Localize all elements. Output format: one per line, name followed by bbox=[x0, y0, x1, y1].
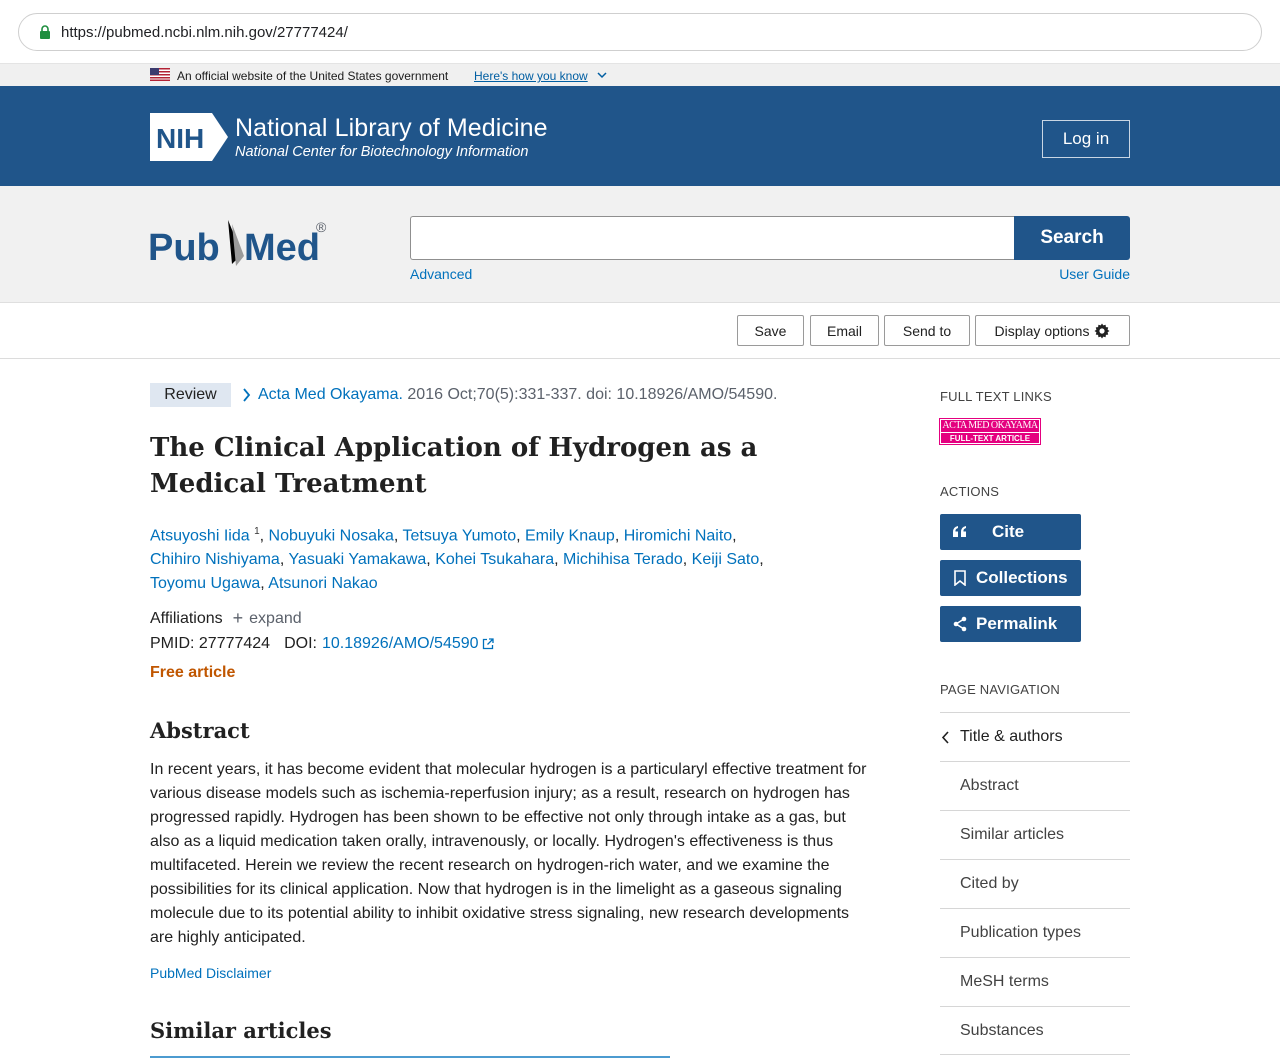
collections-label: Collections bbox=[976, 568, 1068, 587]
gear-icon bbox=[1094, 323, 1110, 339]
full-text-links-heading: FULL TEXT LINKS bbox=[940, 389, 1052, 404]
nav-item-label: Publication types bbox=[960, 924, 1081, 941]
expand-affiliations-button[interactable]: expand bbox=[249, 609, 302, 627]
cite-label: Cite bbox=[992, 522, 1025, 541]
nav-item-label: Abstract bbox=[960, 777, 1019, 794]
search-input[interactable] bbox=[410, 216, 1015, 260]
free-article-badge: Free article bbox=[150, 664, 236, 681]
bookmark-icon bbox=[952, 570, 968, 586]
page-navigation-heading: PAGE NAVIGATION bbox=[940, 682, 1061, 697]
search-button[interactable]: Search bbox=[1014, 216, 1130, 260]
badge-journal-name: ACTA MED OKAYAMA bbox=[942, 420, 1038, 431]
chevron-down-icon[interactable] bbox=[597, 70, 607, 80]
nlm-subtitle: National Center for Biotechnology Information bbox=[235, 144, 529, 160]
search-band bbox=[0, 186, 1280, 303]
journal-citation bbox=[258, 386, 777, 404]
badge-full-text-label: FULL-TEXT ARTICLE bbox=[949, 434, 1031, 443]
page-navigation-list bbox=[940, 712, 1130, 1055]
advanced-search-link[interactable]: Advanced bbox=[410, 266, 473, 282]
author-link[interactable]: Yasuaki Yamakawa bbox=[288, 551, 427, 569]
authors-list: Atsuyoshi Iida $^1$, Nobuyuki Nosaka, Tetsuya Yumoto, Emily Knaup, Hiromichi Naito, Chihiro Nishiyama, Yasuaki Yamakawa, Kohei Tsukahara, Michihisa Terado, Keiji Sato, Toyomu Ugawa, Atsunori Nakao bbox=[150, 526, 764, 593]
save-button[interactable]: Save bbox=[737, 315, 804, 346]
url-text[interactable]: https://pubmed.ncbi.nlm.nih.gov/27777424/ bbox=[61, 24, 348, 41]
browser-bar bbox=[0, 0, 1280, 63]
user-guide-link[interactable]: User Guide bbox=[1059, 266, 1130, 282]
affiliations-label: Affiliations bbox=[150, 609, 223, 627]
svg-text:®: ® bbox=[316, 219, 327, 235]
login-button[interactable]: Log in bbox=[1042, 120, 1130, 158]
identifiers-row bbox=[150, 635, 494, 653]
nav-item-label: Title & authors bbox=[960, 728, 1063, 745]
chevron-left-icon bbox=[941, 731, 950, 744]
nlm-header bbox=[0, 86, 1280, 186]
nav-item-label: MeSH terms bbox=[960, 973, 1049, 990]
doi-label: DOI: bbox=[284, 635, 317, 652]
permalink-label: Permalink bbox=[976, 614, 1058, 633]
author-link[interactable]: Hiromichi Naito bbox=[623, 527, 733, 545]
author-link[interactable]: Tetsuya Yumoto bbox=[402, 527, 517, 545]
permalink-button[interactable] bbox=[940, 606, 1081, 642]
author-link[interactable]: Kohei Tsukahara bbox=[435, 551, 555, 569]
display-options-label: Display options bbox=[994, 322, 1090, 339]
nav-item-title-authors[interactable] bbox=[940, 712, 1130, 761]
nav-item-abstract[interactable] bbox=[940, 761, 1130, 810]
similar-article-link-cropped[interactable] bbox=[150, 1056, 670, 1064]
doi-link[interactable]: 10.18926/AMO/54590 bbox=[321, 635, 479, 652]
lock-icon bbox=[39, 25, 51, 39]
nav-item-label: Substances bbox=[960, 1021, 1044, 1039]
abstract-text: In recent years, it has become evident that molecular hydrogen is a particularyl effective treatment for various disease models such as ischemia-reperfusion injury; as a result, research on hydrogen has progressed rapidly. Hydrogen has been shown to be effective not only through intake as a gas, but also as a liquid medication taken orally, intravenously, or locally. Hydrogen's effectiveness is thus multifaceted. Herein we review the recent research on hydrogen-rich water, and we examine the possibilities for its clinical application. Now that hydrogen is in the limelight as a gaseous signaling molecule due to its potential ability to inhibit oxidative stress signaling, new research developments are highly anticipated. bbox=[150, 761, 867, 946]
nih-logo-icon[interactable] bbox=[150, 113, 228, 161]
similar-articles-heading: Similar articles bbox=[150, 1018, 332, 1043]
email-button[interactable]: Email bbox=[810, 315, 879, 346]
quote-icon bbox=[952, 524, 968, 540]
author-link[interactable]: Keiji Sato bbox=[691, 551, 760, 569]
actions-heading: ACTIONS bbox=[940, 484, 1000, 499]
address-bar[interactable] bbox=[18, 13, 1262, 51]
author-link[interactable]: Emily Knaup bbox=[524, 527, 615, 545]
article-toolbar bbox=[0, 303, 1280, 359]
pmid: PMID: 27777424 bbox=[150, 635, 271, 652]
gov-banner bbox=[0, 63, 1280, 86]
nav-item-label: Similar articles bbox=[960, 826, 1065, 843]
full-text-article-link[interactable] bbox=[940, 419, 1040, 444]
author-link[interactable]: Chihiro Nishiyama bbox=[150, 551, 280, 569]
collections-button[interactable] bbox=[940, 560, 1081, 596]
nlm-title[interactable]: National Library of Medicine bbox=[235, 114, 548, 142]
svg-text:Med: Med bbox=[244, 227, 320, 269]
nav-item-label: Cited by bbox=[960, 875, 1019, 892]
nav-item-mesh-terms[interactable] bbox=[940, 957, 1130, 1006]
article-title: The Clinical Application of Hydrogen as a Medical Treatment bbox=[150, 433, 758, 499]
abstract-heading: Abstract bbox=[150, 718, 250, 743]
nav-item-cited-by[interactable] bbox=[940, 859, 1130, 908]
pubmed-logo-icon[interactable] bbox=[148, 210, 338, 274]
share-icon bbox=[952, 616, 968, 632]
svg-text:NIH: NIH bbox=[156, 123, 205, 154]
affiliations-row bbox=[150, 608, 302, 629]
gov-banner-text: An official website of the United States government bbox=[177, 69, 449, 83]
nav-item-similar-articles[interactable] bbox=[940, 810, 1130, 859]
chevron-right-icon[interactable] bbox=[242, 388, 251, 402]
external-link-icon[interactable] bbox=[482, 638, 494, 650]
journal-link[interactable]: Acta Med Okayama. bbox=[258, 386, 403, 403]
author-link[interactable]: Nobuyuki Nosaka bbox=[268, 527, 394, 545]
affiliation-marker[interactable]: 1 bbox=[254, 526, 260, 537]
nav-item-publication-types[interactable] bbox=[940, 908, 1130, 957]
article-type-badge: Review bbox=[150, 383, 231, 407]
citation-text: 2016 Oct;70(5):331-337. doi: 10.18926/AMO/54590. bbox=[402, 386, 778, 403]
us-flag-icon bbox=[150, 68, 170, 81]
nav-item-substances[interactable] bbox=[940, 1006, 1130, 1055]
cite-button[interactable] bbox=[940, 514, 1081, 550]
display-options-button[interactable] bbox=[975, 315, 1130, 346]
author-link[interactable]: Michihisa Terado bbox=[562, 551, 683, 569]
svg-text:Pub: Pub bbox=[148, 227, 220, 269]
author-link[interactable]: Toyomu Ugawa bbox=[150, 575, 261, 593]
plus-icon[interactable]: + bbox=[232, 608, 244, 628]
author-link[interactable]: Atsunori Nakao bbox=[268, 575, 378, 593]
pubmed-disclaimer-link[interactable]: PubMed Disclaimer bbox=[150, 965, 272, 981]
gov-banner-link[interactable]: Here's how you know bbox=[474, 69, 588, 83]
author-link[interactable]: Atsuyoshi Iida bbox=[150, 527, 250, 545]
send-to-button[interactable]: Send to bbox=[884, 315, 970, 346]
